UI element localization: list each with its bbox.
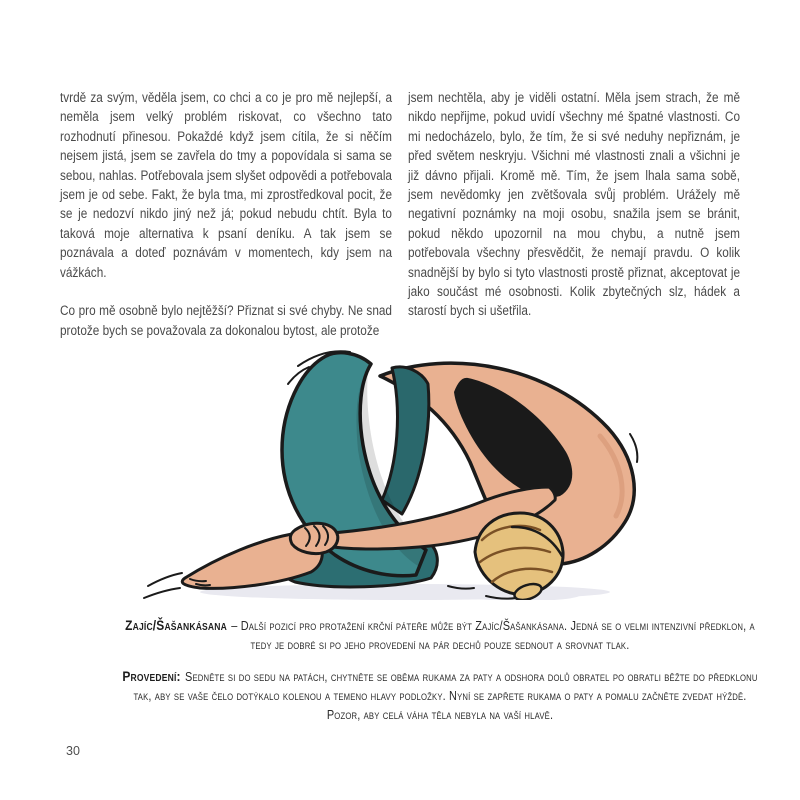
pose-name-label: Zajíc/Šašankásana xyxy=(125,617,227,634)
body-paragraph: jsem nechtěla, aby je viděli ostatní. Měla jsem strach, že mě nikdo nepřijme, pokud uvidí všechny mé špatné vlastnosti. Co mi nedocházelo, bylo, že tím, že si své neduhy nepřiznám, je před světem neskryju. Všichni mé vlastnosti znali a všichni je již dávno přijali. Kromě mě. Tím, že jsem lhala sama sobě, jsem nevědomky jen zvětšovala svůj problém. Urážely mě negativní poznámky na moji osobu, snažila jsem se bránit, pokud někdo upozornil na mou chybu, a nutně jsem potřebovala všechny přesvědčit, že nemají pravdu. O kolik snadnější by bylo si tyto vlastnosti prostě přiznat, akceptovat je jako součást mé osobnosti. Kolik zbytečných slz, hádek a starostí bych si ušetřila. xyxy=(408,90,741,319)
far-thigh-leggings xyxy=(382,367,429,514)
text-columns xyxy=(60,88,740,340)
instructions-text: Sedněte si do sedu na patách, chytněte se oběma rukama za paty a odshora dolů obratel po obratli běžte do předklonu tak, aby se vaše čelo dotýkalo kolenou a temeno hlavy podložky. Nyní se zapřete rukama o paty a pomalu začněte zvedat hýždě. Pozor, aby celá váha těla nebyla na vaší hlavě. xyxy=(133,669,758,723)
pose-caption xyxy=(60,616,800,654)
body-paragraph: Co pro mě osobně bylo nejtěžší? Přiznat si své chyby. Ne snad protože bych se považovala za dokonalou bytost, ale protože xyxy=(60,303,393,338)
instructions-label: Provedení: xyxy=(122,668,181,685)
instructions-caption xyxy=(60,667,800,724)
yoga-pose-illustration xyxy=(130,350,670,600)
yoga-pose-figure xyxy=(130,350,670,600)
left-column xyxy=(60,88,392,340)
hand xyxy=(290,524,337,554)
pose-caption-text: – Další pozicí pro protažení krční páteře může být Zajíc/Šašankásana. Jedná se o velmi intenzivní předklon, a tedy je dobré si po jeho provedení na pár dechů pouze sednout a srovnat tlak. xyxy=(231,618,755,653)
right-column xyxy=(408,88,740,340)
body-paragraph: tvrdě za svým, věděla jsem, co chci a co je pro mě nejlepší, a neměla jsem velký problém riskovat, co všechno tato rozhodnutí přinesou. Pokaždé když jsem cítila, že si něčím nejsem jistá, jsem se zavřela do tmy a popovídala si sama se sebou, nahlas. Potřebovala jsem slyšet odpovědi a potřebovala jsem je od sebe. Fakt, že byla tma, mi zprostředkoval pocit, že se je nedozví nikdo jiný než já; pokud nebudu chtít. Byla to taková moje alternativa k psaní deníku. A tak jsem se poznávala a doteď poznávám v momentech, kdy jsem na vážkách. xyxy=(60,90,393,280)
page-number: 30 xyxy=(66,744,80,758)
